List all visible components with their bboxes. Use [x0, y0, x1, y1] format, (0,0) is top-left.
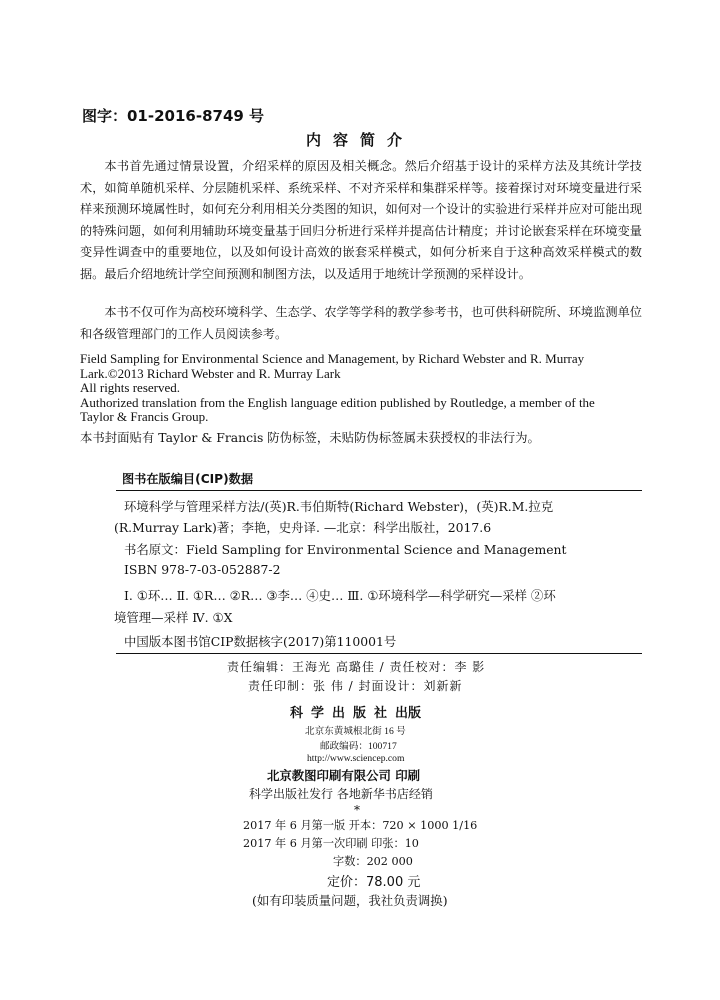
cip-line-2: (R.Murray Lark)著；李艳，史舟译. —北京：科学出版社，2017.6: [114, 520, 492, 535]
summary-heading: 内容简介: [305, 131, 414, 149]
summary-paragraph-1: 本书首先通过情景设置，介绍采样的原因及相关概念。然后介绍基于设计的采样方法及其统计学技术，如简单随机采样、分层随机采样、系统采样、不对齐采样和集群采样等。接着探讨对环境变量进行采样来预测环境属性时，如何充分利用相关分类图的知识，如何对一个设计的实验进行采样并应对可能出现的特殊问题，如何利用辅助环境变量基于回归分析进行采样并提高估计精度；并讨论嵌套采样在环境变量变异性调查中的重要地位，以及如何设计高效的嵌套采样模式，如何分析来自于这种高效采样模式的数据。最后介绍地统计学空间预测和制图方法，以及适用于地统计学预测的采样设计。: [80, 159, 642, 281]
summary-paragraph-2: 本书不仅可作为高校环境科学、生态学、农学等学科的教学参考书，也可供科研院所、环境监测单位和各级管理部门的工作人员阅读参考。: [80, 305, 642, 341]
cip-original-title: 书名原文：Field Sampling for Environmental Science and Management: [124, 542, 567, 557]
cip-classification-1: Ⅰ. ①环… Ⅱ. ①R… ②R… ③李… ④史… Ⅲ. ①环境科学—科学研究—采样 ②环: [124, 588, 556, 603]
publisher-address: 北京东黄城根北街 16 号: [305, 726, 406, 737]
cip-line-1: 环境科学与管理采样方法/(英)R.韦伯斯特(Richard Webster)，(英)R.M.拉克: [124, 499, 554, 514]
editors-line-2: 责任印制：张 伟 / 封面设计：刘新新: [248, 679, 463, 693]
edition-line-1: 2017 年 6 月第一版 开本：720 × 1000 1/16: [243, 819, 478, 832]
cip-bottom-rule: [116, 653, 642, 654]
registration-number: 图字：01-2016-8749 号: [82, 107, 265, 125]
word-count: 字数：202 000: [333, 855, 413, 868]
printer-name: 北京教图印刷有限公司 印刷: [267, 768, 421, 783]
publisher-website: http://www.sciencep.com: [307, 753, 405, 764]
copyright-line-4: Authorized translation from the English language edition published by Routledge, a member of the: [80, 394, 595, 410]
edition-line-2: 2017 年 6 月第一次印刷 印张：10: [243, 837, 419, 850]
cip-isbn: ISBN 978-7-03-052887-2: [124, 562, 281, 577]
cip-top-rule: [116, 490, 642, 491]
publisher-name: [290, 702, 421, 721]
publisher-suffix: 出版: [395, 706, 422, 721]
cip-title: 图书在版编目(CIP)数据: [122, 472, 254, 486]
copyright-line-2: Lark.©2013 Richard Webster and R. Murray Lark: [80, 365, 341, 381]
publisher-name-text: 科学出版社: [290, 706, 396, 721]
cip-number: 中国版本图书馆CIP数据核字(2017)第110001号: [124, 634, 397, 649]
separator-star: *: [354, 803, 360, 817]
quality-note: (如有印装质量问题，我社负责调换): [252, 893, 448, 908]
cip-classification-2: 境管理—采样 Ⅳ. ①X: [114, 610, 233, 625]
publisher-postcode: 邮政编码：100717: [320, 741, 397, 752]
distribution-line: 科学出版社发行 各地新华书店经销: [249, 787, 433, 801]
price: 定价：78.00 元: [327, 875, 421, 890]
copyright-line-1: Field Sampling for Environmental Science and Management, by Richard Webster and R. Murray: [80, 351, 585, 366]
anti-counterfeit-notice: 本书封面贴有 Taylor & Francis 防伪标签，未贴防伪标签属未获授权的非法行为。: [80, 430, 540, 445]
copyright-line-5: Taylor & Francis Group.: [80, 409, 209, 425]
copyright-line-3: All rights reserved.: [80, 380, 181, 396]
copyright-block: [80, 352, 645, 425]
editors-line-1: 责任编辑：王海光 高璐佳 / 责任校对：李 影: [227, 660, 486, 674]
